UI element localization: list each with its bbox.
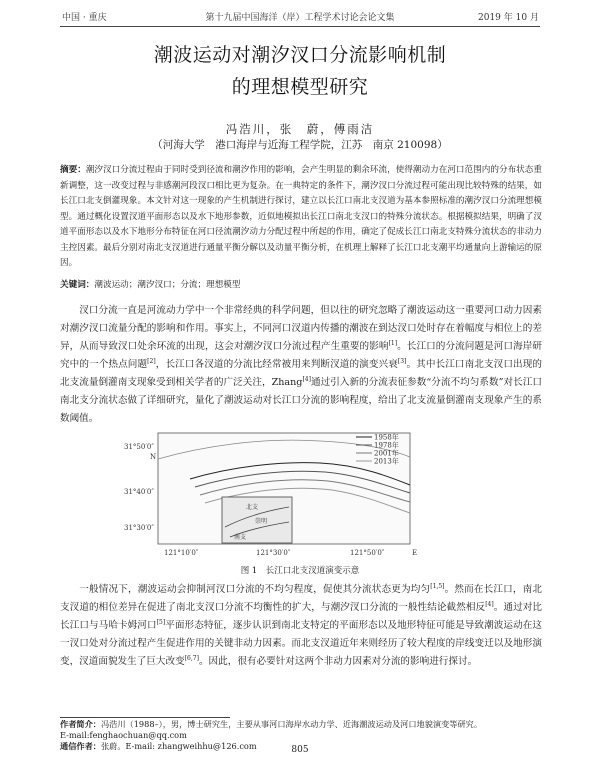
citation-marker: [6,7] xyxy=(184,654,199,662)
paper-title-line1: 潮波运动对潮汐汊口分流影响机制 xyxy=(153,44,447,66)
y-axis-dir: N xyxy=(150,453,157,461)
inset-label-1: 北支 xyxy=(246,504,259,511)
footnote-rule xyxy=(60,717,230,718)
footnote-author-text: 冯浩川（1988–），男，博士研究生，主要从事河口海岸水动力学、近海潮波运动及河口地貌演变等研究。 xyxy=(100,719,483,729)
abstract-text: 潮汐汊口分流过程由于同时受到径流和潮汐作用的影响，会产生明显的剩余环流，使得潮动力在河口范围内的分布状态重新调整，这一改变过程与非感潮河段汊口相比更为复杂。在一典特定的条件下，潮汐汊口分流过程可能出现比较特殊的结果，如长江口北支倒灌现象。本文针对这一现象的产生机制进行探讨，建立以长江口南北支汊道为基本参照标准的潮汐汊口分流理想模型。通过概化设置汊道平面形态以及水下地形参数，近似地模拟出长江口南北支汊口的特殊分流状态。根据模拟结果，明确了汊道平面形态以及水下地形分布特征在河口径流潮汐动力分配过程中所起的作用，确定了促成长江口南北支特殊分流状态的非动力主控因素。最后分别对南北支汊道进行通量平衡分解以及动量平衡分析，在机理上解释了长江口北支潮平均通量向上游输运的原因。 xyxy=(60,165,542,268)
x-axis-dir: E xyxy=(412,549,418,557)
header-rule xyxy=(60,26,540,27)
x-tick-2: 121°30′0″ xyxy=(256,549,291,557)
figure-caption: 图 1 长江口北支汊道演变示意 xyxy=(240,566,360,576)
page-number: 805 xyxy=(291,745,309,755)
inset-label-3: 南支 xyxy=(234,534,247,541)
citation-marker: [1,5] xyxy=(430,582,445,590)
keywords-text: 潮波运动；潮汐汊口；分流；理想模型 xyxy=(94,280,241,290)
body-paragraph-1: 汊口分流一直是河流动力学中一个非常经典的科学问题，但以往的研究忽略了潮波运动这一重要河口动力因素对潮汐汊口流量分配的影响和作用。事实上，不同河口汊道内传播的潮波在到达汊口处时存在着幅度与相位上的差异，从而导致汊口处余环流的出现，这会对潮汐汊口分流过程产生重要的影响[1]。长江口的分流问题是河口海岸研究中的一个热点问题[2]，长江口各汊道的分流比经常被用来判断汊道的演变兴衰[3]。其中长江口南北支汊口出现的北支流量倒灌南支现象受到相关学者的广泛关注，Zhang[4]通过引入新的分流表征参数“分流不均匀系数”对长江口南北支分流状态做了详细研究，量化了潮波运动对长江口分流的影响程度，给出了北支流量倒灌南支现象产生的系数阈值。 xyxy=(60,305,543,424)
figure-map xyxy=(60,427,540,562)
footnote-corr-text: 张蔚。E-mail: zhangweihhu@126.com xyxy=(100,741,257,751)
y-tick-1: 31°50′0″ xyxy=(124,443,154,451)
keywords xyxy=(60,278,542,290)
inset-label-2: 崇明 xyxy=(255,518,268,525)
y-tick-2: 31°40′0″ xyxy=(124,488,154,496)
header-date: 2019 年 10 月 xyxy=(478,13,539,23)
paper-affiliation: （河海大学 港口海岸与近海工程学院，江苏 南京 210098） xyxy=(152,139,448,151)
legend-label-1978: 1978年 xyxy=(374,441,399,450)
header-location: 中国 · 重庆 xyxy=(62,13,107,23)
citation-marker: [1] xyxy=(388,339,398,347)
x-tick-3: 121°50′0″ xyxy=(350,549,385,557)
abstract xyxy=(60,163,542,272)
body-paragraph-2: 一般情况下，潮波运动会抑制河汊口分流的不均匀程度，促使其分流状态更为均匀[1,5]。然而在长江口，南北支汊道的相位差异在促进了南北支汊口分流不均衡性的扩大，与潮汐汊口分流的一般性结论截然相反[4]。通过对比长江口与马哈卡姆河口[5]平面形态特征，逐步认识到南北支特定的平面形态以及地形特征可能是导致潮波运动在这一汊口处对分流过程产生促进作用的关键非动力因素。而北支汊道近年来则经历了较大程度的岸线变迁以及地形演变，汊道面貌发生了巨大改变[6,7]。因此，很有必要针对这两个非动力因素对分流的影响进行探讨。 xyxy=(60,582,543,667)
citation-marker: [4] xyxy=(302,375,311,383)
header-proceedings: 第十九届中国海洋（岸）工程学术讨论会论文集 xyxy=(205,13,395,23)
citation-marker: [4] xyxy=(485,600,494,608)
footnote-author-label: 作者简介： xyxy=(60,719,101,729)
citation-marker: [2] xyxy=(147,357,156,365)
paper-title-line2: 的理想模型研究 xyxy=(231,76,369,98)
abstract-label: 摘要： xyxy=(60,165,86,175)
y-tick-3: 31°30′0″ xyxy=(124,524,154,532)
x-tick-1: 121°10′0″ xyxy=(164,549,199,557)
legend-label-2013: 2013年 xyxy=(374,457,399,466)
figure-1 xyxy=(60,427,540,562)
legend-label-1958: 1958年 xyxy=(374,433,399,442)
citation-marker: [3] xyxy=(397,357,407,365)
legend-label-2001: 2001年 xyxy=(374,449,399,458)
footnote-email: E-mail:fenghaochuan@qq.com xyxy=(60,730,187,740)
keywords-label: 关键词： xyxy=(60,280,95,290)
footnote-corr-label: 通信作者： xyxy=(60,741,101,751)
paper-authors: 冯浩川，张 蔚，傅雨洁 xyxy=(225,122,375,136)
footnote-author xyxy=(60,719,542,730)
citation-marker: [5] xyxy=(156,618,166,626)
